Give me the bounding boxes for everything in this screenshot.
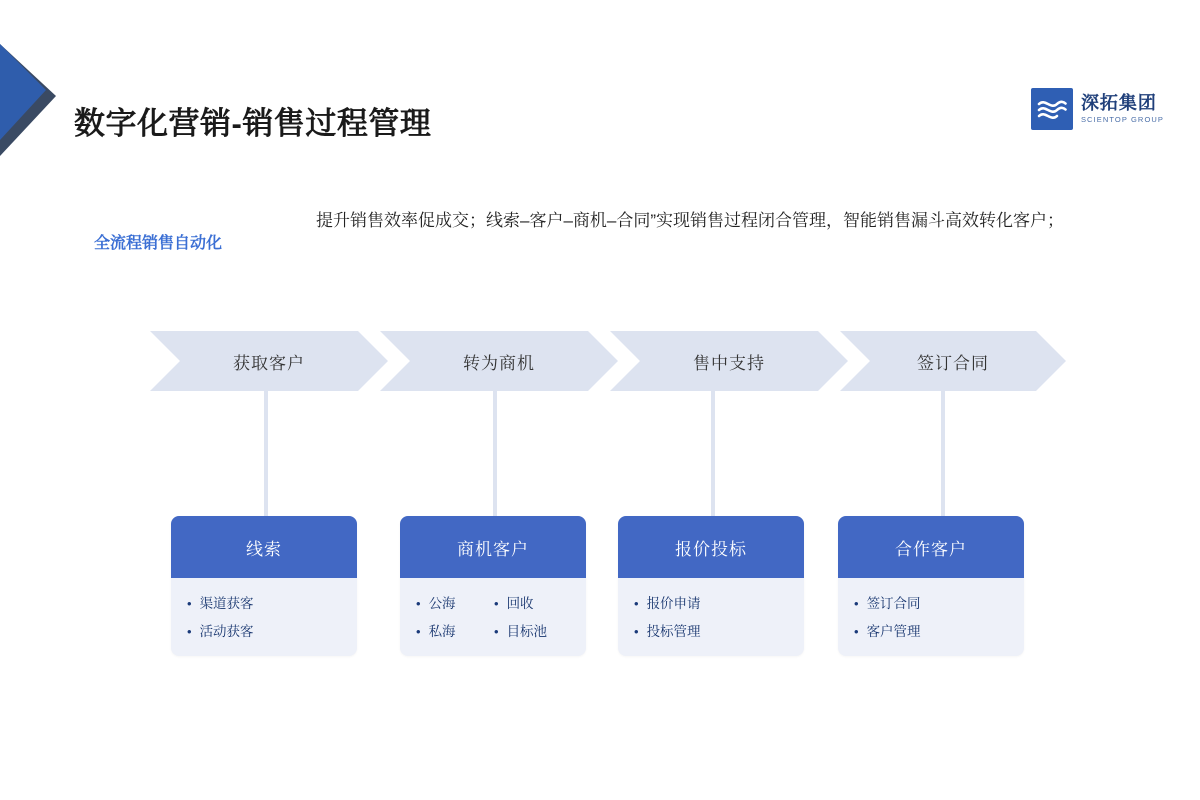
company-logo — [1031, 88, 1164, 130]
chevron-label: 售中支持 — [693, 353, 765, 373]
bullet-dot-icon: • — [187, 624, 192, 639]
bullet-dot-icon: • — [854, 596, 859, 611]
bullet-dot-icon: • — [416, 624, 421, 639]
chevron-stage-2[interactable] — [380, 331, 618, 391]
connector-line-3 — [711, 391, 715, 516]
intro-label: 全流程销售自动化 — [94, 235, 223, 252]
wave-logo-icon — [1031, 88, 1073, 130]
process-chevron-band — [150, 331, 1066, 391]
chevron-stage-1[interactable] — [150, 331, 388, 391]
card-items — [400, 578, 586, 656]
item-label: 私海 — [428, 624, 456, 639]
stage-card-1[interactable] — [171, 516, 357, 656]
logo-company-name-en: SCIENTOP GROUP — [1080, 115, 1164, 125]
card-items — [171, 578, 357, 656]
bullet-dot-icon: • — [494, 624, 499, 639]
card-title: 商机客户 — [400, 516, 586, 578]
list-item — [618, 620, 804, 640]
item-label: 客户管理 — [866, 624, 921, 639]
connector-line-4 — [941, 391, 945, 516]
bullet-dot-icon: • — [634, 624, 639, 639]
item-label: 目标池 — [506, 624, 548, 639]
card-title: 报价投标 — [618, 516, 804, 578]
item-label: 公海 — [428, 596, 456, 611]
list-item — [171, 592, 357, 612]
corner-decoration — [0, 44, 56, 164]
page-title: 数字化营销-销售过程管理 — [74, 106, 432, 141]
stage-card-2[interactable] — [400, 516, 586, 656]
bullet-dot-icon: • — [416, 596, 421, 611]
chevron-label: 获取客户 — [233, 353, 305, 373]
list-item — [618, 592, 804, 612]
bullet-dot-icon: • — [187, 596, 192, 611]
list-item — [400, 592, 586, 612]
card-title: 合作客户 — [838, 516, 1024, 578]
stage-card-3[interactable] — [618, 516, 804, 656]
connector-line-1 — [264, 391, 268, 516]
bullet-dot-icon: • — [494, 596, 499, 611]
item-label: 报价申请 — [646, 596, 701, 611]
list-item — [171, 620, 357, 640]
card-items — [838, 578, 1024, 656]
intro-text: 提升销售效率促成交；线索–客户–商机–合同”实现销售过程闭合管理，智能销售漏斗高效转化客户； — [316, 211, 1065, 230]
stage-card-4[interactable] — [838, 516, 1024, 656]
list-item — [838, 620, 1024, 640]
chevron-stage-4[interactable] — [840, 331, 1066, 391]
item-label: 活动获客 — [199, 624, 254, 639]
chevron-label: 签订合同 — [917, 353, 989, 373]
chevron-label: 转为商机 — [463, 353, 535, 373]
logo-company-name: 深拓集团 — [1080, 93, 1157, 114]
item-label: 投标管理 — [646, 624, 701, 639]
item-label: 回收 — [506, 596, 534, 611]
list-item — [400, 620, 586, 640]
list-item — [838, 592, 1024, 612]
item-label: 渠道获客 — [199, 596, 254, 611]
card-title: 线索 — [171, 516, 357, 578]
card-items — [618, 578, 804, 656]
item-label: 签订合同 — [866, 596, 921, 611]
bullet-dot-icon: • — [854, 624, 859, 639]
chevron-stage-3[interactable] — [610, 331, 848, 391]
bullet-dot-icon: • — [634, 596, 639, 611]
connector-line-2 — [493, 391, 497, 516]
